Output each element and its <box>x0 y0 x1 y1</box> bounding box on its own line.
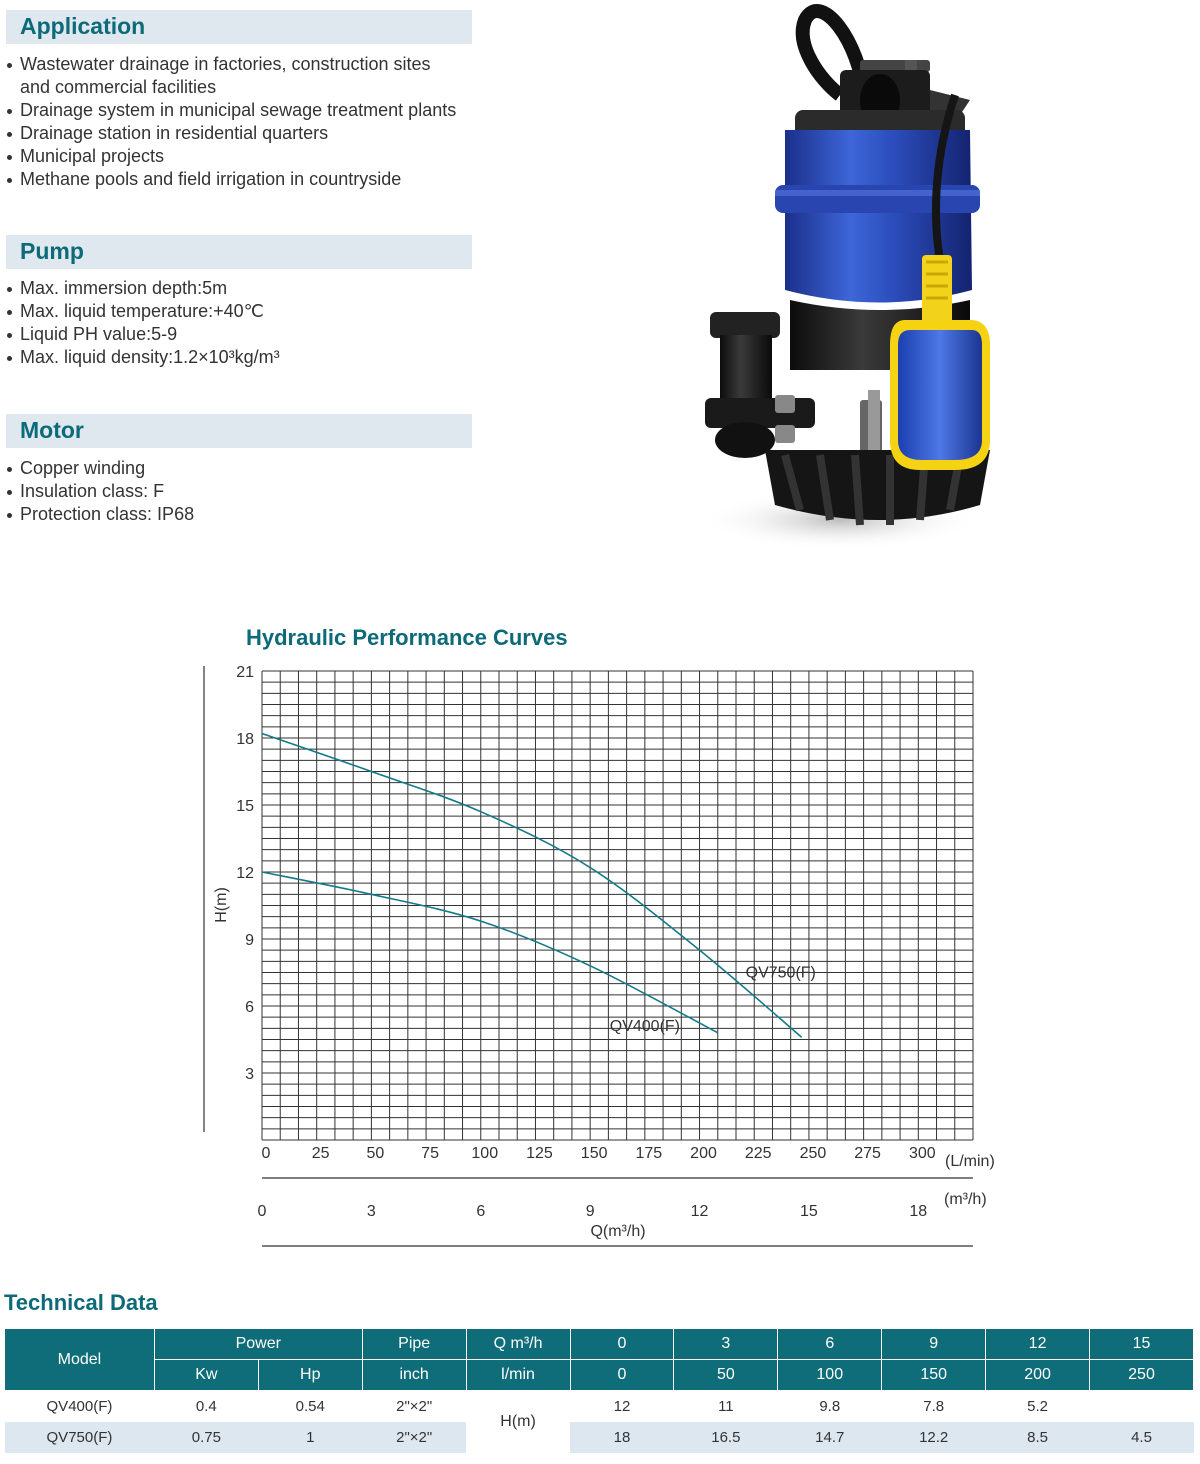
list-item-text: Drainage station in residential quarters <box>20 123 329 143</box>
pump-list <box>6 277 280 369</box>
header-lmin: l/min <box>466 1360 570 1391</box>
x-tick-label-lmin: 250 <box>799 1145 827 1162</box>
header-l-value: 0 <box>570 1360 674 1391</box>
list-item <box>6 168 456 191</box>
table-row <box>5 1422 1194 1453</box>
table-row <box>5 1391 1194 1422</box>
header-l-value: 200 <box>986 1360 1090 1391</box>
series-label: QV400(F) <box>609 1017 681 1035</box>
motor-list <box>6 457 194 526</box>
chart-labels <box>213 664 995 1240</box>
y-tick-label: 3 <box>245 1066 254 1083</box>
y-tick-label: 9 <box>245 932 254 949</box>
cell-pipe: 2"×2" <box>362 1422 466 1453</box>
cell-hp: 0.54 <box>258 1391 362 1422</box>
header-q-value: 0 <box>570 1329 674 1360</box>
x-tick-label-lmin: 200 <box>690 1145 717 1162</box>
cell-h-label: H(m) <box>466 1391 570 1453</box>
y-tick-label: 12 <box>236 865 254 882</box>
header-q-value: 15 <box>1090 1329 1194 1360</box>
x-tick-label-m3h: 18 <box>909 1203 928 1220</box>
header-l-value: 100 <box>778 1360 882 1391</box>
x-tick-label-lmin: 125 <box>526 1145 553 1162</box>
technical-data-table <box>4 1328 1194 1453</box>
y-axis-label: H(m) <box>213 887 230 923</box>
list-item <box>6 145 456 168</box>
header-l-value: 150 <box>882 1360 986 1391</box>
x-tick-label-lmin: 100 <box>471 1145 499 1162</box>
x-tick-label-m3h: 9 <box>585 1203 595 1220</box>
curve-line <box>262 872 718 1033</box>
x-tick-label-lmin: 275 <box>854 1145 881 1162</box>
header-q-value: 12 <box>986 1329 1090 1360</box>
curve-line <box>262 734 802 1038</box>
cell-h-value: 9.8 <box>778 1391 882 1422</box>
x-unit-m3h: (m³/h) <box>944 1191 987 1208</box>
list-item: Liquid PH value:5-9 <box>6 323 280 346</box>
x-tick-label-m3h: 3 <box>366 1203 376 1220</box>
cell-h-value: 7.8 <box>882 1391 986 1422</box>
header-model: Model <box>5 1329 155 1391</box>
cell-h-value: 12 <box>570 1391 674 1422</box>
cell-h-value: 16.5 <box>674 1422 778 1453</box>
cell-h-value: 8.5 <box>986 1422 1090 1453</box>
header-kw: Kw <box>154 1360 258 1391</box>
cell-h-value: 5.2 <box>986 1391 1090 1422</box>
chart-title: Hydraulic Performance Curves <box>246 625 568 650</box>
list-item: Protection class: IP68 <box>6 503 194 526</box>
technical-data-title: Technical Data <box>4 1290 158 1315</box>
x-tick-label-m3h: 15 <box>800 1203 818 1220</box>
cell-kw: 0.4 <box>154 1391 258 1422</box>
application-list <box>6 53 456 191</box>
section-title-application: Application <box>6 10 472 44</box>
y-tick-label: 6 <box>245 999 254 1016</box>
list-item <box>6 122 456 145</box>
cell-h-value: 18 <box>570 1422 674 1453</box>
x-tick-label-lmin: 50 <box>366 1145 385 1162</box>
table-header-row <box>5 1360 1194 1391</box>
x-axis-label: Q(m³/h) <box>590 1223 646 1240</box>
list-item-text: Drainage system in municipal sewage treatment plants <box>20 100 457 120</box>
header-q-value: 6 <box>778 1329 882 1360</box>
header-q-value: 3 <box>674 1329 778 1360</box>
list-item-text: Wastewater drainage in factories, construction sites <box>20 54 431 74</box>
x-tick-label-lmin: 150 <box>580 1145 608 1162</box>
header-l-value: 250 <box>1090 1360 1194 1391</box>
table-header-row <box>5 1329 1194 1360</box>
cell-pipe: 2"×2" <box>362 1391 466 1422</box>
header-q-value: 9 <box>882 1329 986 1360</box>
header-power: Power <box>154 1329 362 1360</box>
x-unit-lmin: (L/min) <box>945 1153 995 1170</box>
cell-h-value <box>1090 1391 1194 1422</box>
list-item: Insulation class: F <box>6 480 194 503</box>
header-q-unit: Q m³/h <box>466 1329 570 1360</box>
pump-product-image <box>690 0 990 560</box>
header-inch: inch <box>362 1360 466 1391</box>
cell-hp: 1 <box>258 1422 362 1453</box>
hydraulic-performance-chart <box>0 600 1200 1260</box>
list-item <box>6 53 456 99</box>
cell-h-value: 12.2 <box>882 1422 986 1453</box>
cell-h-value: 4.5 <box>1090 1422 1194 1453</box>
list-item: Max. liquid density:1.2×10³kg/m³ <box>6 346 280 369</box>
cell-kw: 0.75 <box>154 1422 258 1453</box>
y-tick-label: 21 <box>236 664 254 681</box>
chart-grid <box>262 671 973 1140</box>
header-hp: Hp <box>258 1360 362 1391</box>
x-tick-label-lmin: 75 <box>421 1145 439 1162</box>
list-item: Max. liquid temperature:+40℃ <box>6 300 280 323</box>
list-item <box>6 99 456 122</box>
cell-h-value: 11 <box>674 1391 778 1422</box>
x-tick-label-lmin: 300 <box>908 1145 936 1162</box>
section-title-motor: Motor <box>6 414 472 448</box>
series-label: QV750(F) <box>745 964 816 982</box>
x-tick-label-lmin: 25 <box>311 1145 330 1162</box>
header-pipe: Pipe <box>362 1329 466 1360</box>
list-item-text: Methane pools and field irrigation in countryside <box>20 169 402 189</box>
cell-h-value: 14.7 <box>778 1422 882 1453</box>
list-item-text: and commercial facilities <box>20 77 217 97</box>
x-tick-label-lmin: 225 <box>744 1145 772 1162</box>
x-tick-label-m3h: 12 <box>690 1203 709 1220</box>
header-l-value: 50 <box>674 1360 778 1391</box>
x-tick-label-lmin: 0 <box>261 1145 271 1162</box>
x-tick-label-m3h: 0 <box>257 1203 267 1220</box>
y-tick-label: 18 <box>236 731 254 748</box>
x-tick-label-lmin: 175 <box>635 1145 663 1162</box>
cell-model: QV750(F) <box>5 1422 155 1453</box>
list-item-text: Municipal projects <box>20 146 165 166</box>
list-item: Copper winding <box>6 457 194 480</box>
x-tick-label-m3h: 6 <box>476 1203 486 1220</box>
cell-model: QV400(F) <box>5 1391 155 1422</box>
y-tick-label: 15 <box>236 798 254 815</box>
chart-curves <box>262 734 802 1038</box>
list-item: Max. immersion depth:5m <box>6 277 280 300</box>
section-title-pump: Pump <box>6 235 472 269</box>
